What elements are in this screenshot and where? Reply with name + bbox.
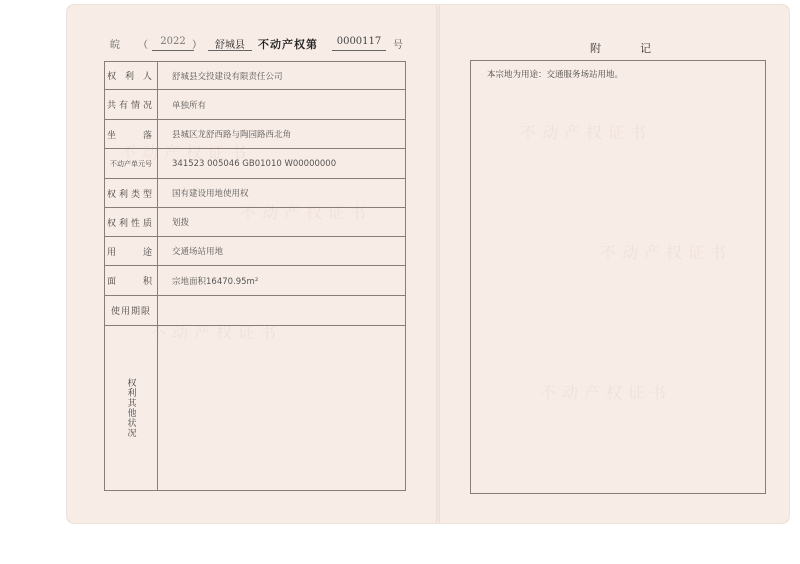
row-value: 县城区龙舒西路与陶园路西北角 — [158, 120, 406, 149]
row-label: 权利类型 — [105, 179, 158, 208]
table-row — [105, 296, 406, 326]
row-value: 341523 005046 GB01010 W00000000 — [158, 149, 406, 179]
row-label: 权 利 人 — [105, 62, 158, 90]
row-value: 划拨 — [158, 208, 406, 237]
other-status-label-cell — [105, 326, 158, 491]
table-row — [105, 149, 406, 179]
watermark: 不动产权证书 — [600, 243, 733, 262]
row-label: 面 积 — [105, 266, 158, 296]
watermark: 不动产权证书 — [150, 323, 283, 342]
other-status-label: 权利其他状况 — [125, 378, 136, 438]
paren-right: ） — [192, 40, 202, 51]
row-label: 不动产单元号 — [105, 149, 158, 179]
table-row — [105, 120, 406, 149]
row-label: 坐 落 — [105, 120, 158, 149]
row-label: 权利性质 — [105, 208, 158, 237]
number-suffix: 号 — [393, 40, 403, 51]
province-abbr: 皖 — [110, 40, 120, 51]
table-row — [105, 237, 406, 266]
table-row — [105, 208, 406, 237]
table-row — [105, 266, 406, 296]
county-name: 舒城县 — [208, 36, 252, 51]
row-value: 宗地面积16470.95m² — [158, 266, 406, 296]
row-value: 交通场站用地 — [158, 237, 406, 266]
annex-text: 本宗地为用途：交通服务场站用地。 — [487, 70, 624, 80]
watermark: 不动产权证书 — [240, 203, 373, 222]
other-status-value — [158, 326, 406, 491]
annex-title: 附 记 — [590, 42, 665, 55]
row-value: 单独所有 — [158, 90, 406, 120]
watermark: 不动产权证书 — [120, 143, 253, 162]
certificate-header — [110, 36, 403, 54]
annex-box — [470, 60, 766, 494]
row-value: 国有建设用地使用权 — [158, 179, 406, 208]
registration-table — [104, 61, 406, 491]
row-label: 使用期限 — [105, 296, 158, 326]
row-label: 用 途 — [105, 237, 158, 266]
page-fold — [436, 4, 440, 524]
row-label: 共有情况 — [105, 90, 158, 120]
table-row — [105, 62, 406, 90]
table-row — [105, 90, 406, 120]
table-row — [105, 326, 406, 491]
watermark: 不动产权证书 — [540, 383, 673, 402]
table-row — [105, 179, 406, 208]
row-value: 舒城县交投建设有限责任公司 — [158, 62, 406, 90]
certificate-title: 不动产权第 — [258, 38, 318, 51]
certificate-year: 2022 — [152, 36, 194, 51]
row-value — [158, 296, 406, 326]
watermark: 不动产权证书 — [520, 123, 653, 142]
certificate-number: 0000117 — [332, 36, 386, 51]
paren-left: （ — [138, 40, 148, 51]
